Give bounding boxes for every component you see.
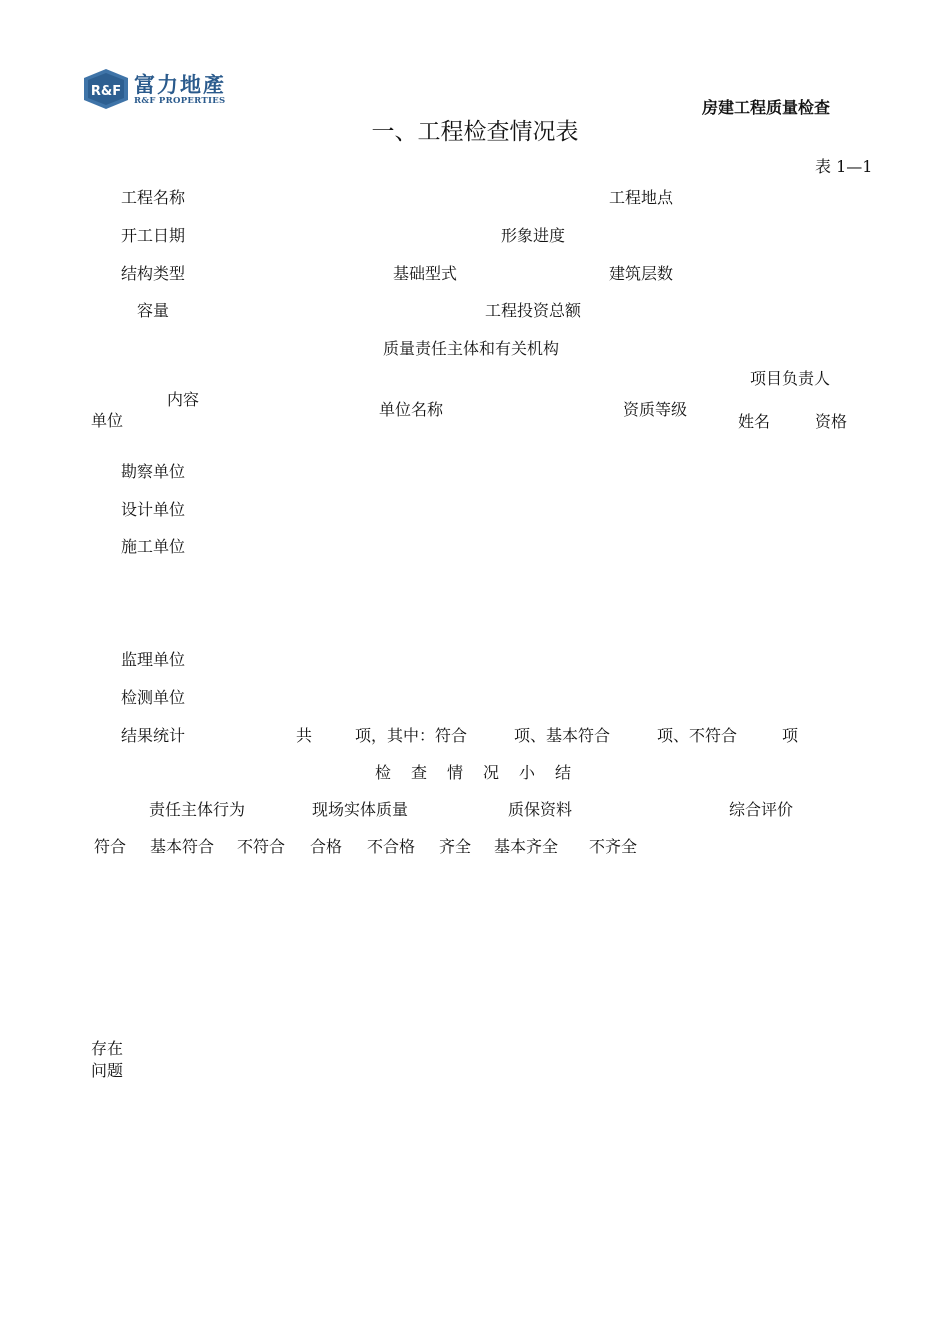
result-items: 项 xyxy=(782,726,799,745)
logo-english-name: R&F PROPERTIES xyxy=(134,96,226,106)
summary-heading-char: 结 xyxy=(555,763,572,782)
col-manager-name: 姓名 xyxy=(738,412,771,431)
label-project-name: 工程名称 xyxy=(121,188,186,207)
col-manager-cert: 资格 xyxy=(815,412,848,431)
sub-basically-complete: 基本齐全 xyxy=(494,837,559,856)
sub-not-conform: 不符合 xyxy=(237,837,286,856)
label-start-date: 开工日期 xyxy=(121,226,186,245)
col-content: 内容 xyxy=(167,390,200,409)
sub-incomplete: 不齐全 xyxy=(589,837,638,856)
company-logo xyxy=(82,68,232,110)
summary-heading-char: 查 xyxy=(411,763,428,782)
label-investment: 工程投资总额 xyxy=(485,301,582,320)
label-floors: 建筑层数 xyxy=(609,264,674,283)
summary-heading-char: 情 xyxy=(447,763,464,782)
issues-label-line1: 存在 xyxy=(91,1039,124,1058)
rf-logo-icon xyxy=(82,68,130,110)
page-title: 一、工程检查情况表 xyxy=(371,119,579,145)
row-supervision-unit: 监理单位 xyxy=(121,650,186,669)
row-testing-unit: 检测单位 xyxy=(121,688,186,707)
sub-conform: 符合 xyxy=(94,837,127,856)
col-overall-evaluation: 综合评价 xyxy=(729,800,794,819)
sub-basic-conform: 基本符合 xyxy=(150,837,215,856)
result-basic-conform: 项、基本符合 xyxy=(514,726,611,745)
col-quality-documents: 质保资料 xyxy=(508,800,573,819)
summary-heading-char: 检 xyxy=(375,763,392,782)
summary-heading-char: 况 xyxy=(483,763,500,782)
row-design-unit: 设计单位 xyxy=(121,500,186,519)
col-unit: 单位 xyxy=(91,411,124,430)
col-unit-name: 单位名称 xyxy=(379,400,444,419)
col-qualification: 资质等级 xyxy=(623,400,688,419)
label-project-location: 工程地点 xyxy=(609,188,674,207)
logo-chinese-name: 富力地產 xyxy=(134,73,226,97)
col-project-manager: 项目负责人 xyxy=(750,369,831,388)
issues-label-line2: 问题 xyxy=(91,1061,124,1080)
sub-qualified: 合格 xyxy=(310,837,343,856)
parties-heading: 质量责任主体和有关机构 xyxy=(383,339,560,358)
result-total: 共 xyxy=(296,726,313,745)
summary-heading-char: 小 xyxy=(519,763,536,782)
result-conform: 项，其中：符合 xyxy=(355,726,468,745)
sub-complete: 齐全 xyxy=(439,837,472,856)
label-progress: 形象进度 xyxy=(501,226,566,245)
logo-mark: R&F xyxy=(90,84,122,99)
result-label: 结果统计 xyxy=(121,726,186,745)
label-capacity: 容量 xyxy=(137,301,170,320)
sub-unqualified: 不合格 xyxy=(367,837,416,856)
row-construction-unit: 施工单位 xyxy=(121,537,186,556)
label-structure-type: 结构类型 xyxy=(121,264,186,283)
col-responsibility-behavior: 责任主体行为 xyxy=(149,800,246,819)
label-foundation-type: 基础型式 xyxy=(393,264,458,283)
table-number: 表 1—1 xyxy=(815,157,873,176)
row-survey-unit: 勘察单位 xyxy=(121,462,186,481)
document-category: 房建工程质量检查 xyxy=(702,98,831,117)
col-onsite-quality: 现场实体质量 xyxy=(312,800,409,819)
result-not-conform: 项、不符合 xyxy=(657,726,738,745)
